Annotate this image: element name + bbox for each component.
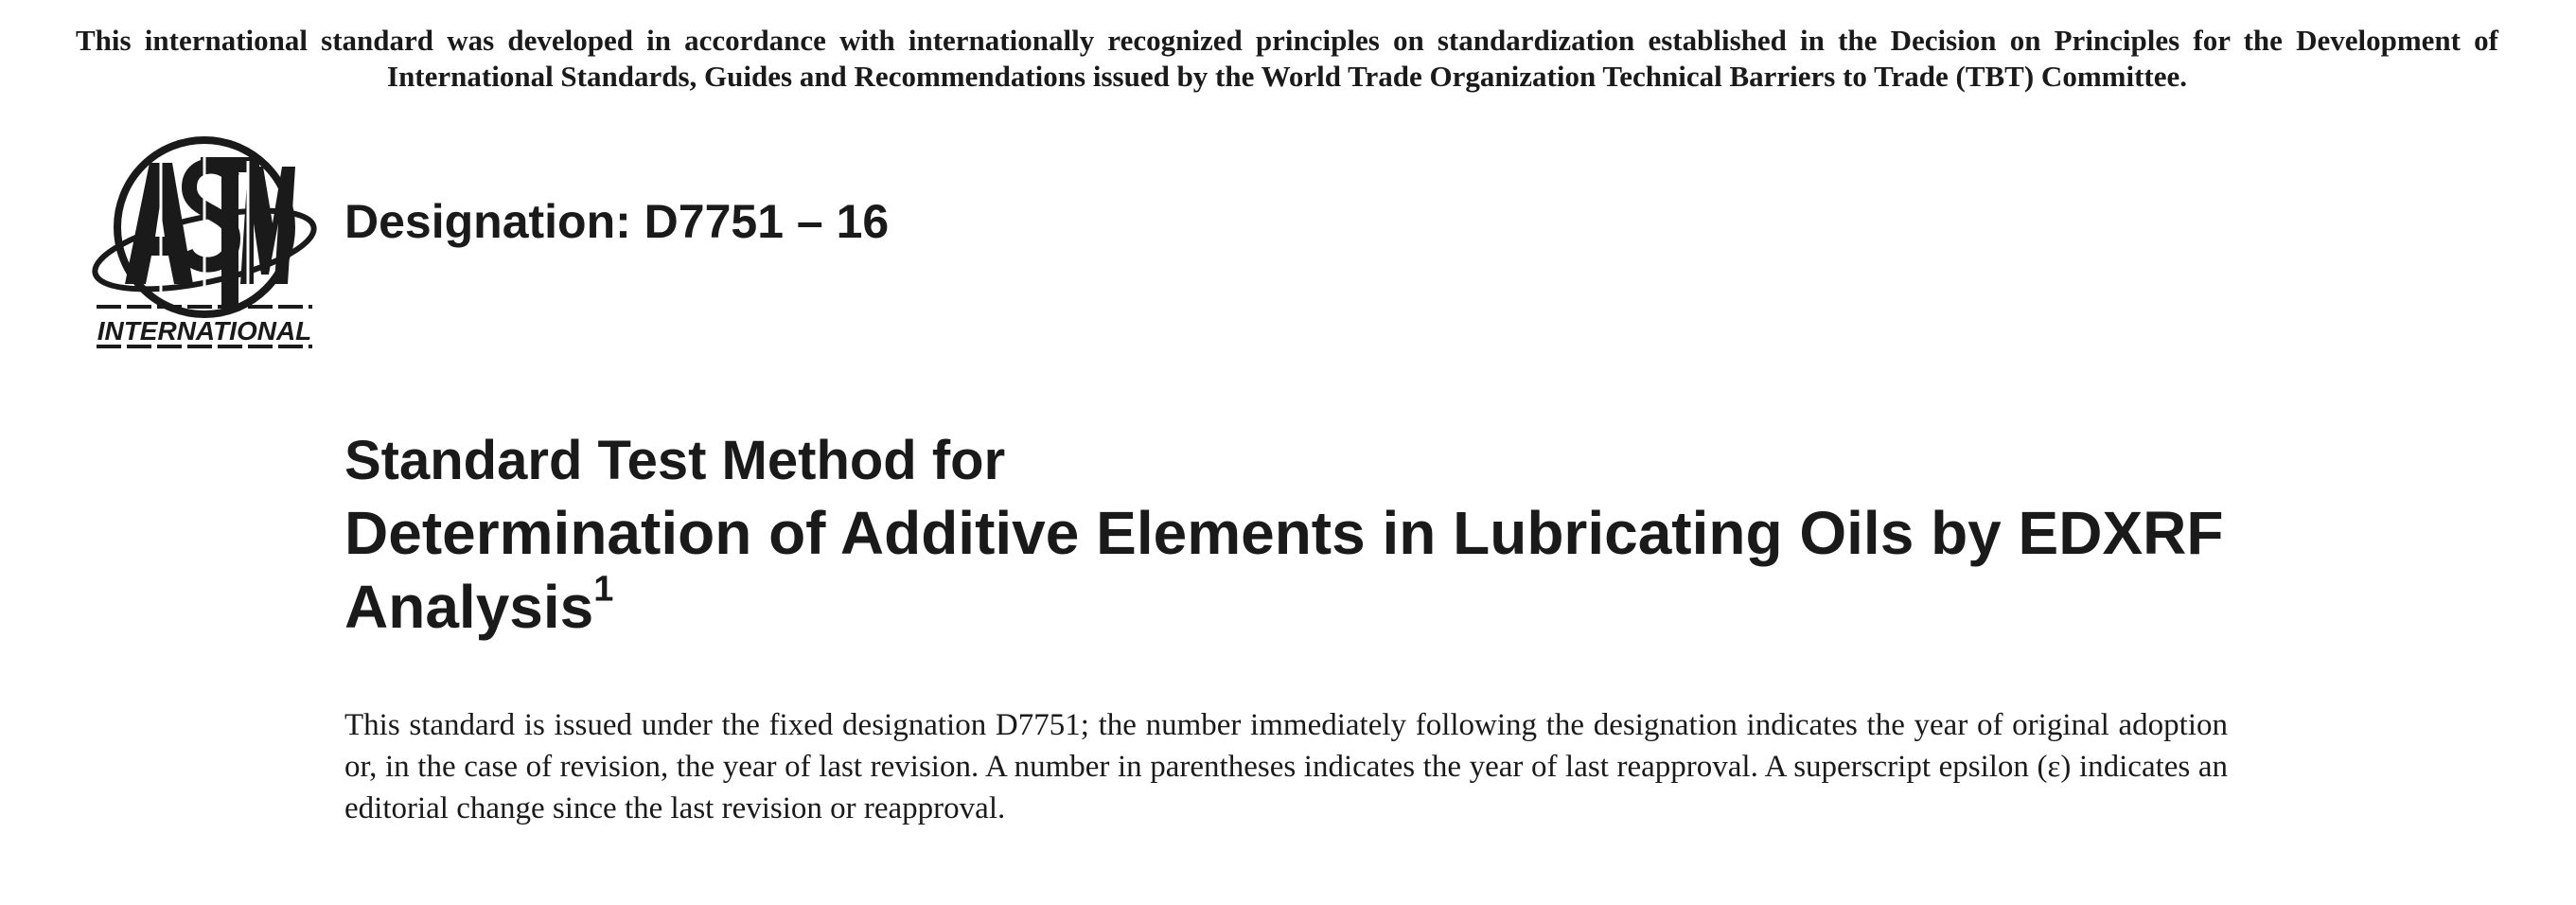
astm-logo-icon [91,133,318,356]
title-main [344,496,2237,644]
issuance-note: This standard is issued under the fixed designation D7751; the number immediately following the designation indicates the year of original adoption or, in the case of revision, the year of last revision. A number in parentheses indicates the year of last reapproval. A superscript epsilon (ε) indicates an editorial change since the last revision or reapproval. [344,708,2228,825]
logo-text: INTERNATIONAL [97,316,312,346]
wto-notice: This international standard was developed in accordance with internationally recognized principles on standardization established in the Decision on Principles for the Development of International Standards, Guides and Recommendations issued by the World Trade Organization Technical Barriers to Trade (TBT) Committee. [76,24,2498,93]
title-footnote-mark[interactable]: 1 [593,569,614,610]
designation: Designation: D7751 – 16 [344,195,890,248]
title-line1: Standard Test Method for [344,430,1006,491]
title-main-text: Determination of Additive Elements in Lubricating Oils by EDXRF Analysis [344,499,2224,641]
document-title [344,426,2237,644]
